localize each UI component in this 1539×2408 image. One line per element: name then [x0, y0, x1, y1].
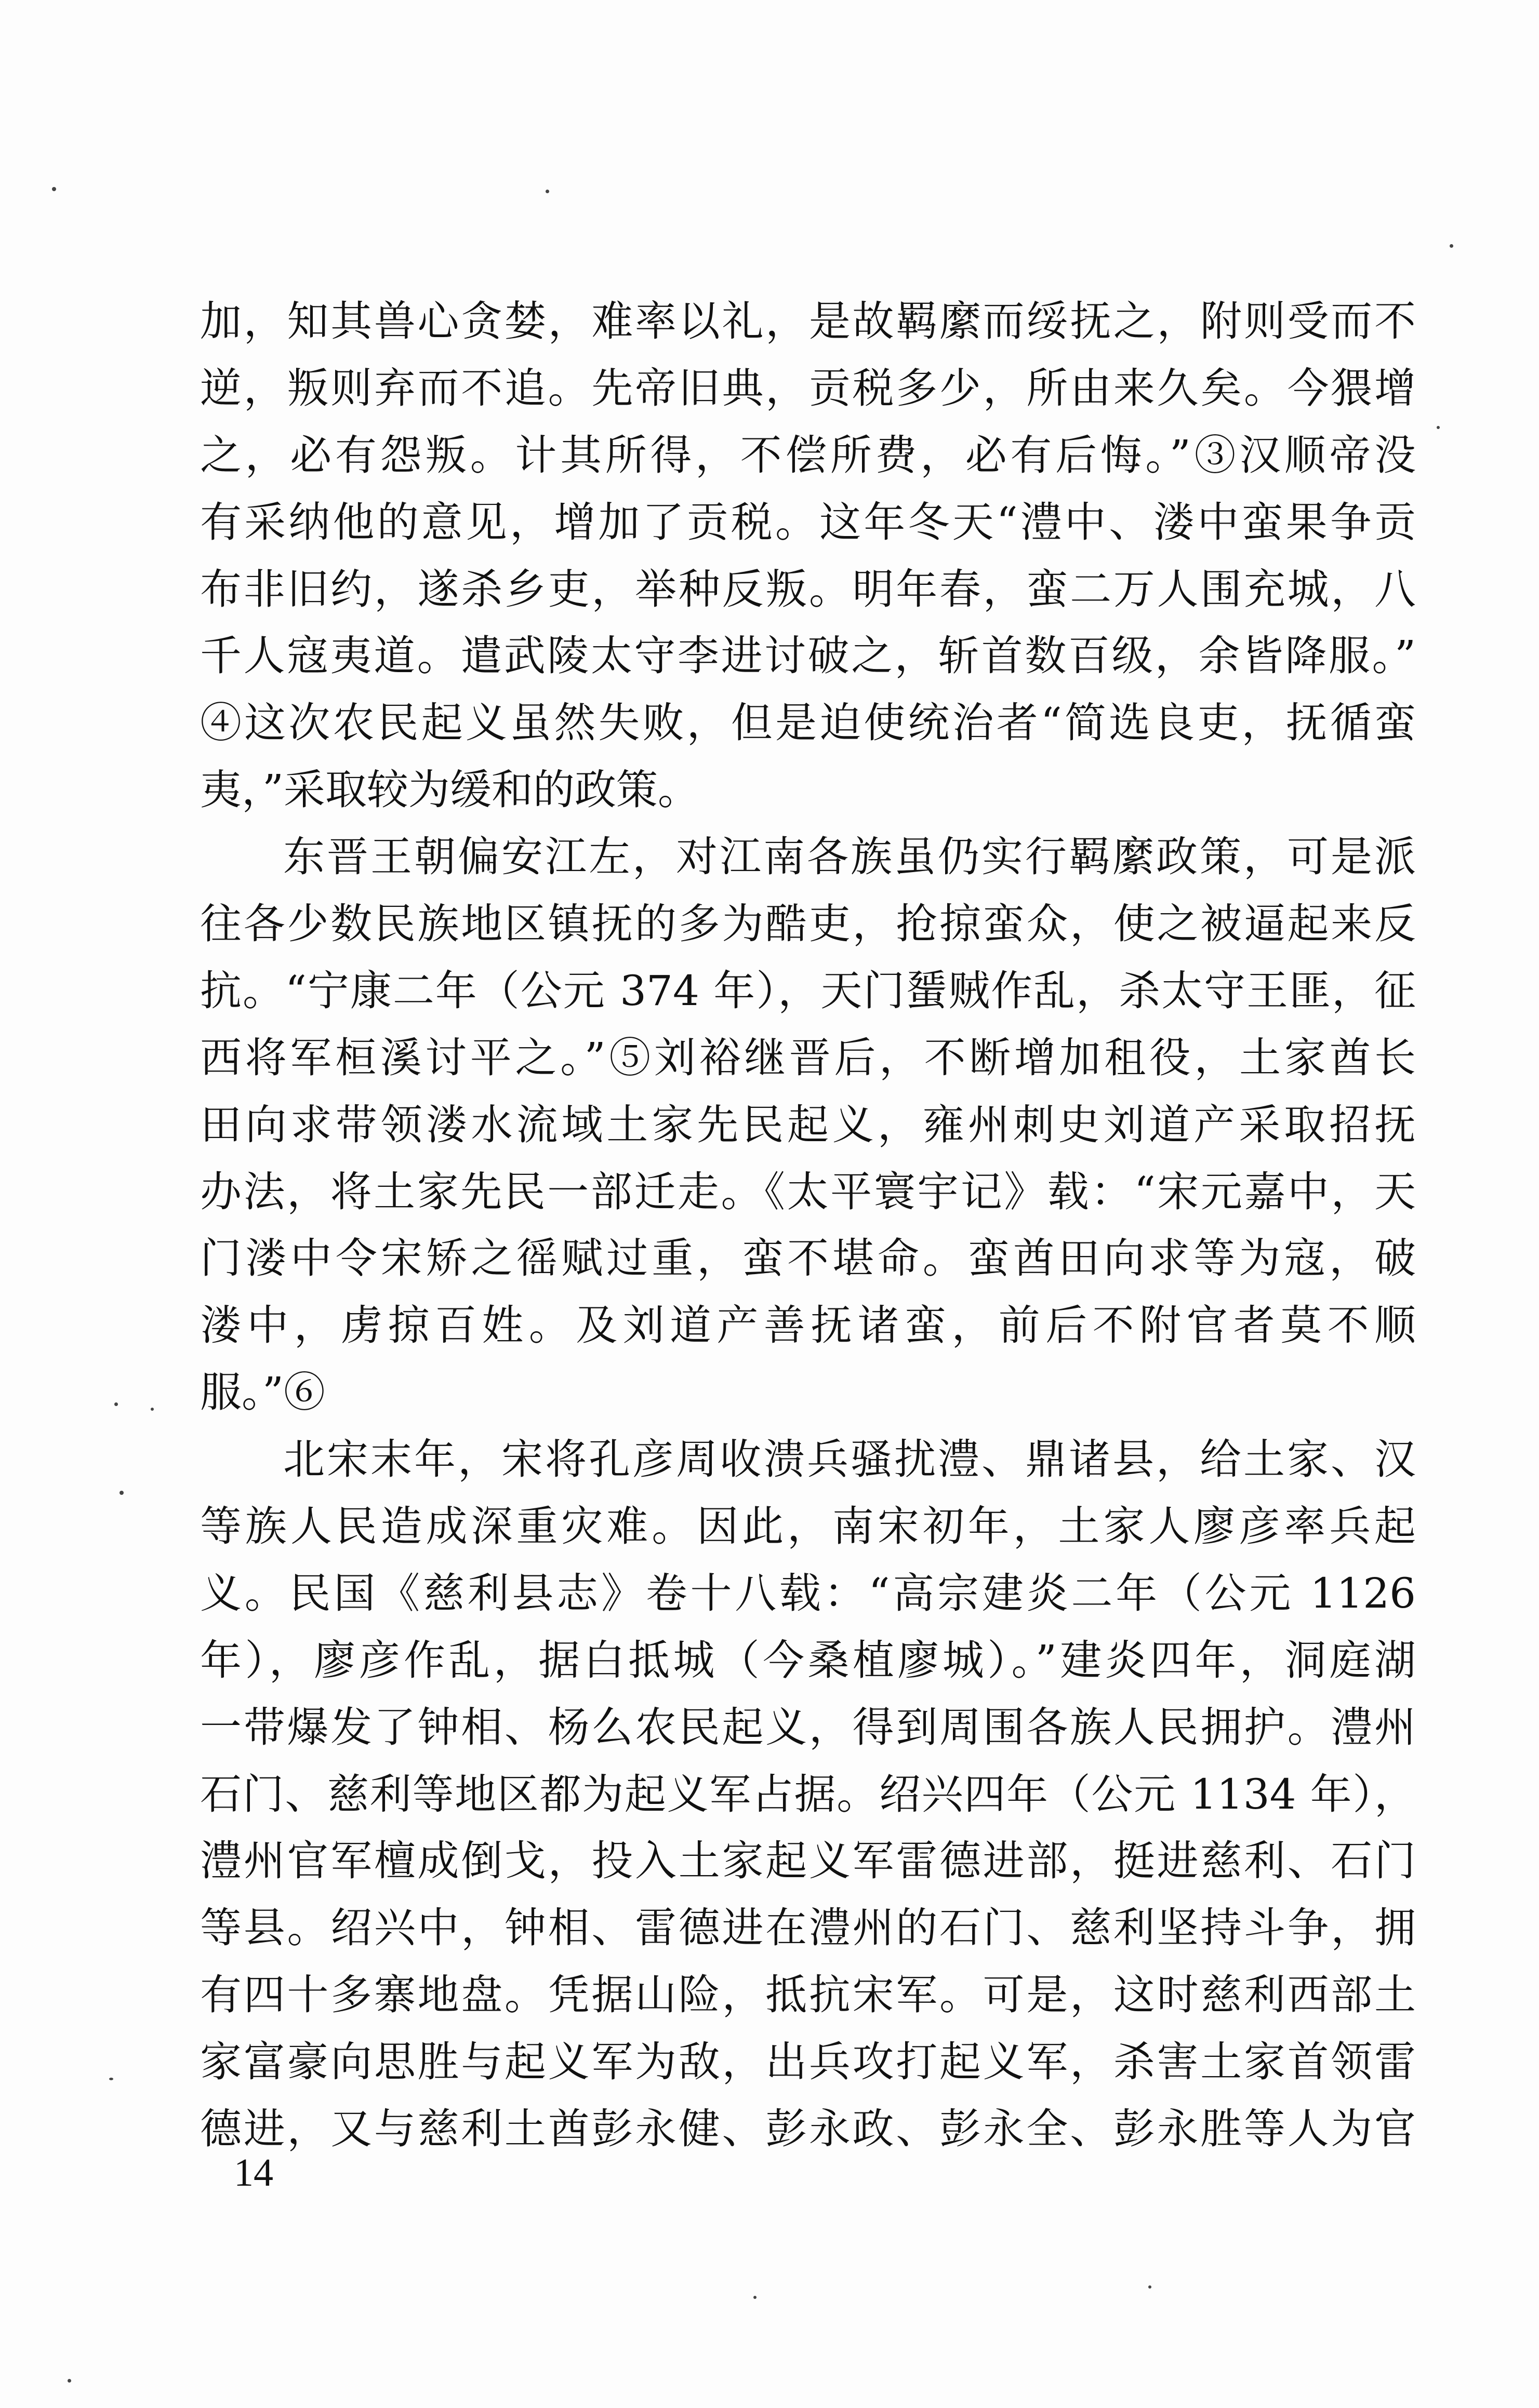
text-line: 千人寇夷道。遣武陵太守李进讨破之，斩首数百级，余皆降服。”: [200, 632, 1416, 680]
text-line: 一带爆发了钟相、杨么农民起义，得到周围各族人民拥护。澧州: [200, 1703, 1416, 1751]
text-line: 溇中，虏掠百姓。及刘道产善抚诸蛮，前后不附官者莫不顺: [200, 1301, 1416, 1350]
text-line: 澧州官军檀成倒戈，投入土家起义军雷德进部，挺进慈利、石门: [200, 1837, 1416, 1885]
text-line: 德进，又与慈利土酋彭永健、彭永政、彭永全、彭永胜等人为官: [200, 2105, 1416, 2153]
text-line: 北宋末年，宋将孔彦周收溃兵骚扰澧、鼎诸县，给土家、汉: [283, 1435, 1416, 1484]
text-line: 等县。绍兴中，钟相、雷德进在澧州的石门、慈利坚持斗争，拥: [200, 1904, 1416, 1952]
text-line: 之，必有怨叛。计其所得，不偿所费，必有后悔。”③汉顺帝没: [200, 431, 1416, 479]
text-line: 加，知其兽心贪婪，难率以礼，是故羁縻而绥抚之，附则受而不: [200, 297, 1416, 345]
scan-speck: [546, 190, 549, 193]
text-line: 抗。“宁康二年（公元 374 年），天门蜑贼作乱，杀太守王匪，征: [200, 966, 1416, 1015]
text-line: 有采纳他的意见，增加了贡税。这年冬天“澧中、溇中蛮果争贡: [200, 498, 1416, 546]
text-line: 办法，将土家先民一部迁走。《太平寰宇记》载：“宋元嘉中，天: [200, 1167, 1416, 1216]
text-line: 等族人民造成深重灾难。因此，南宋初年，土家人廖彦率兵起: [200, 1502, 1416, 1551]
scan-speck: [120, 1491, 124, 1495]
text-line: 服。”⑥: [200, 1368, 325, 1417]
scan-speck: [68, 2379, 71, 2383]
body-text: [200, 288, 1416, 2163]
scan-speck: [151, 1408, 154, 1411]
text-line: 西将军桓溪讨平之。”⑤刘裕继晋后，不断增加租役，土家酋长: [200, 1033, 1416, 1082]
page-number: 14: [234, 2151, 273, 2195]
text-line: 年），廖彦作乱，据白抵城（今桑植廖城）。”建炎四年，洞庭湖: [200, 1636, 1416, 1684]
text-line: 夷，”采取较为缓和的政策。: [200, 766, 699, 814]
scan-speck: [1450, 244, 1453, 248]
text-line: 逆，叛则弃而不追。先帝旧典，贡税多少，所由来久矣。今猥增: [200, 364, 1416, 412]
text-line: 布非旧约，遂杀乡吏，举种反叛。明年春，蛮二万人围充城，八: [200, 565, 1416, 613]
text-line: 有四十多寨地盘。凭据山险，抵抗宋军。可是，这时慈利西部土: [200, 1971, 1416, 2019]
text-line: 家富豪向思胜与起义军为敌，出兵攻打起义军，杀害土家首领雷: [200, 2038, 1416, 2086]
text-line: 石门、慈利等地区都为起义军占据。绍兴四年（公元 1134 年），: [200, 1770, 1416, 1818]
scan-speck: [52, 187, 56, 191]
scan-speck: [1148, 2285, 1151, 2289]
scan-speck: [753, 2296, 757, 2299]
scan-speck: [1437, 426, 1440, 429]
text-line: 往各少数民族地区镇抚的多为酷吏，抢掠蛮众，使之被逼起来反: [200, 900, 1416, 948]
text-line: 义。民国《慈利县志》卷十八载：“高宗建炎二年（公元 1126: [200, 1569, 1416, 1617]
text-line: 东晋王朝偏安江左，对江南各族虽仍实行羁縻政策，可是派: [283, 833, 1416, 881]
text-line: ④这次农民起义虽然失败，但是迫使统治者“简选良吏，抚循蛮: [200, 699, 1416, 747]
text-line: 门溇中令宋矫之徭赋过重，蛮不堪命。蛮酋田向求等为寇，破: [200, 1234, 1416, 1283]
scan-speck: [114, 1402, 118, 1406]
scan-speck: [109, 2078, 113, 2080]
text-line: 田向求带领溇水流域土家先民起义，雍州刺史刘道产采取招抚: [200, 1100, 1416, 1149]
